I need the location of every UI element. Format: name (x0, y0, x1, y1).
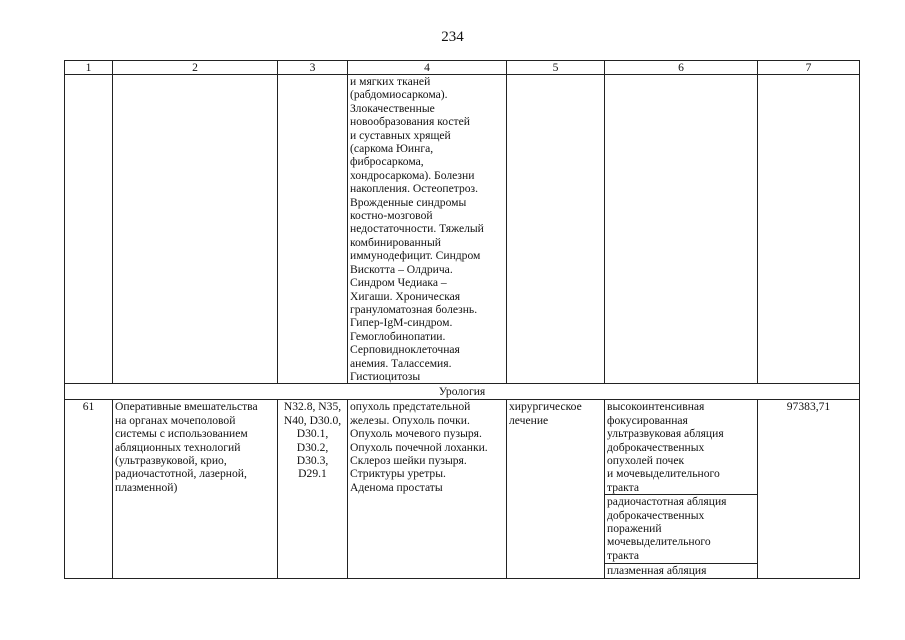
column-number-row (65, 61, 860, 75)
continuation-cell-7 (758, 75, 860, 384)
section-title: Урология (65, 384, 860, 400)
page-number: 234 (441, 29, 464, 45)
column-number-2: 2 (113, 61, 278, 75)
continuation-cell-6 (605, 75, 758, 384)
intervention-cell: Оперативные вмешательства на органах мочеполовой системы с использованием абляционных технологий (ультразвуковой, крио, радиочастотной, лазерной, плазменной) (113, 400, 278, 578)
section-row (65, 384, 860, 400)
row-number-cell: 61 (65, 400, 113, 578)
column-number-7: 7 (758, 61, 860, 75)
method-cell-2: радиочастотная абляция доброкачественных поражений мочевыделительного тракта (605, 495, 758, 564)
column-number-3: 3 (278, 61, 348, 75)
column-number-4: 4 (348, 61, 507, 75)
table-row (65, 400, 860, 495)
continuation-cell-3 (278, 75, 348, 384)
cost-cell: 97383,71 (758, 400, 860, 578)
treatment-type-cell: хирургическое лечение (507, 400, 605, 578)
diagnosis-cell: опухоль предстательной железы. Опухоль почки. Опухоль мочевого пузыря. Опухоль почечной лоханки. Склероз шейки пузыря. Стриктуры уретры. Аденома простаты (348, 400, 507, 578)
continuation-diagnosis-cell: и мягких тканей (рабдомиосаркома). Злокачественные новообразования костей и суставных хрящей (саркома Юинга, фибросаркома, хондросаркома). Болезни накопления. Остеопетроз. Врожденные синдромы костно-мозговой недостаточности. Тяжелый комбинированный иммунодефицит. Синдром Вискотта – Олдрича. Синдром Чедиака – Хигаши. Хроническая грануломатозная болезнь. Гипер-IgM-синдром. Гемоглобинопатии. Серповидноклеточная анемия. Талассемия. Гистиоцитозы (348, 75, 507, 384)
column-number-5: 5 (507, 61, 605, 75)
column-number-1: 1 (65, 61, 113, 75)
medical-care-table (64, 60, 860, 579)
continuation-cell-1 (65, 75, 113, 384)
continuation-cell-5 (507, 75, 605, 384)
method-cell-3: плазменная абляция (605, 564, 758, 578)
continuation-cell-2 (113, 75, 278, 384)
continuation-row (65, 75, 860, 384)
column-number-6: 6 (605, 61, 758, 75)
method-cell-1: высокоинтенсивная фокусированная ультразвуковая абляция доброкачественных опухолей почек и мочевыделительного тракта (605, 400, 758, 495)
codes-cell: N32.8, N35, N40, D30.0, D30.1, D30.2, D30.3, D29.1 (278, 400, 348, 578)
